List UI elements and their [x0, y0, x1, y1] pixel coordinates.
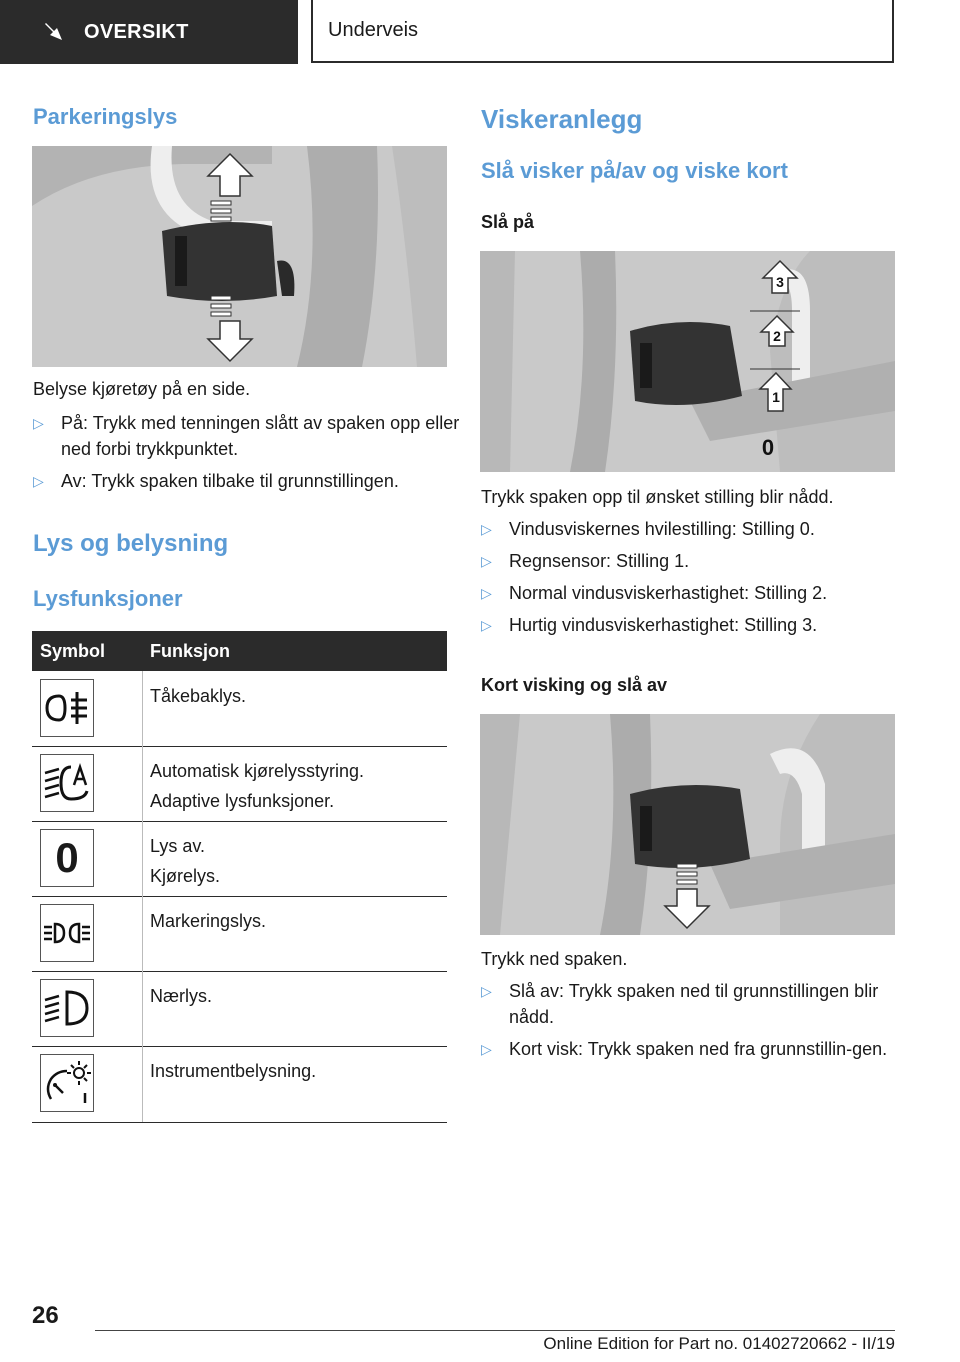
row-text: [150, 981, 212, 1011]
tab-underveis-label: Underveis: [328, 19, 419, 41]
wiper-label-2: 2: [773, 328, 781, 344]
short-wipe-bullet: [481, 1036, 901, 1062]
row-line: Automatisk kjørelysstyring.: [150, 761, 365, 781]
triangle-icon: ▷: [481, 553, 492, 569]
footer-divider: [95, 1330, 895, 1331]
zero-label: 0: [55, 834, 79, 881]
triangle-icon: ▷: [481, 585, 492, 601]
table-column-divider: [142, 671, 143, 1122]
row-line: Tåkebaklys.: [150, 686, 247, 706]
tab-underveis[interactable]: [311, 0, 894, 63]
row-line: Markeringslys.: [150, 911, 267, 931]
fog-light-icon: [40, 679, 94, 737]
triangle-icon: ▷: [481, 617, 492, 633]
wiper-on-bullet-text: Regnsensor: Stilling 1.: [509, 551, 690, 571]
row-text: [150, 756, 364, 816]
table-row: [32, 671, 447, 747]
heading-short-wipe: Kort visking og slå av: [481, 675, 668, 695]
wiper-on-bullet: [481, 580, 923, 606]
row-line: Instrumentbelysning.: [150, 1061, 317, 1081]
short-wipe-bullet-text: Kort visk: Trykk spaken ned fra grunnstillin-gen.: [509, 1039, 888, 1059]
low-beam-icon: [40, 979, 94, 1037]
heading-wiper: Viskeranlegg: [481, 104, 643, 134]
wiper-on-bullet-text: Hurtig vindusviskerhastighet: Stilling 3.: [509, 615, 818, 635]
short-wipe-intro: Trykk ned spaken.: [481, 949, 628, 969]
page-number: 26: [32, 1302, 59, 1329]
triangle-icon: ▷: [481, 983, 492, 999]
row-line: Adaptive lysfunksjoner.: [150, 791, 335, 811]
wiper-on-bullet-text: Normal vindusviskerhastighet: Stilling 2.: [509, 583, 828, 603]
wiper-on-bullet: [481, 548, 923, 574]
row-line: Kjørelys.: [150, 866, 221, 886]
heading-lights: Lys og belysning: [33, 530, 229, 557]
parking-bullet-on: [33, 410, 475, 462]
row-line: Lys av.: [150, 836, 206, 856]
triangle-icon: ▷: [481, 521, 492, 537]
tab-oversikt-label: OVERSIKT: [84, 20, 189, 43]
footer-edition: Online Edition for Part no. 01402720662 - II/19: [543, 1334, 895, 1353]
instrument-light-icon: [40, 1054, 94, 1112]
table-row: [32, 971, 447, 1047]
heading-light-functions: Lysfunksjoner: [33, 586, 183, 611]
wiper-on-bullet: [481, 516, 923, 542]
parking-bullet-off-text: Av: Trykk spaken tilbake til grunnstillingen.: [61, 471, 399, 491]
short-wipe-bullet: [481, 978, 901, 1030]
page-header: [0, 0, 960, 66]
table-row: [32, 821, 447, 897]
wiper-label-0: 0: [761, 435, 775, 460]
wiper-on-intro: Trykk spaken opp til ønsket stilling blir nådd.: [481, 487, 834, 507]
heading-on: Slå på: [481, 212, 535, 232]
wiper-on-illustration: [480, 251, 895, 472]
row-text: [150, 1056, 316, 1086]
table-row: [32, 746, 447, 822]
wiper-on-bullet-text: Vindusviskernes hvilestilling: Stilling 0.: [509, 519, 815, 539]
row-text: [150, 906, 266, 936]
row-line: Nærlys.: [150, 986, 212, 1006]
parking-light-illustration: [32, 146, 447, 367]
heading-parking: Parkeringslys: [33, 104, 178, 129]
short-wipe-bullet-text: Slå av: Trykk spaken ned til grunnstillingen blir nådd.: [509, 981, 879, 1027]
table-header: [32, 631, 447, 671]
row-text: [150, 681, 246, 711]
heading-wiper-sub: Slå visker på/av og viske kort: [481, 158, 788, 183]
wiper-short-illustration: [480, 714, 895, 935]
wiper-label-1: 1: [772, 389, 780, 405]
table-row: [32, 1046, 447, 1123]
row-text: [150, 831, 220, 891]
wiper-on-bullet: [481, 612, 923, 638]
table-header-function: Funksjon: [150, 641, 230, 661]
triangle-icon: ▷: [33, 415, 44, 431]
auto-light-icon: [40, 754, 94, 812]
wiper-label-3: 3: [776, 274, 784, 290]
triangle-icon: ▷: [33, 473, 44, 489]
arrow-icon: [42, 20, 66, 44]
tab-oversikt[interactable]: [0, 0, 298, 64]
table-header-symbol: Symbol: [40, 641, 106, 661]
triangle-icon: ▷: [481, 1041, 492, 1057]
parking-intro: Belyse kjøretøy på en side.: [33, 379, 251, 399]
table-row: [32, 896, 447, 972]
parking-bullet-off: [33, 468, 475, 494]
parking-bullet-on-text: På: Trykk med tenningen slått av spaken opp eller ned forbi trykkpunktet.: [61, 413, 460, 459]
parking-light-icon: [40, 904, 94, 962]
zero-position-icon: [40, 829, 94, 887]
